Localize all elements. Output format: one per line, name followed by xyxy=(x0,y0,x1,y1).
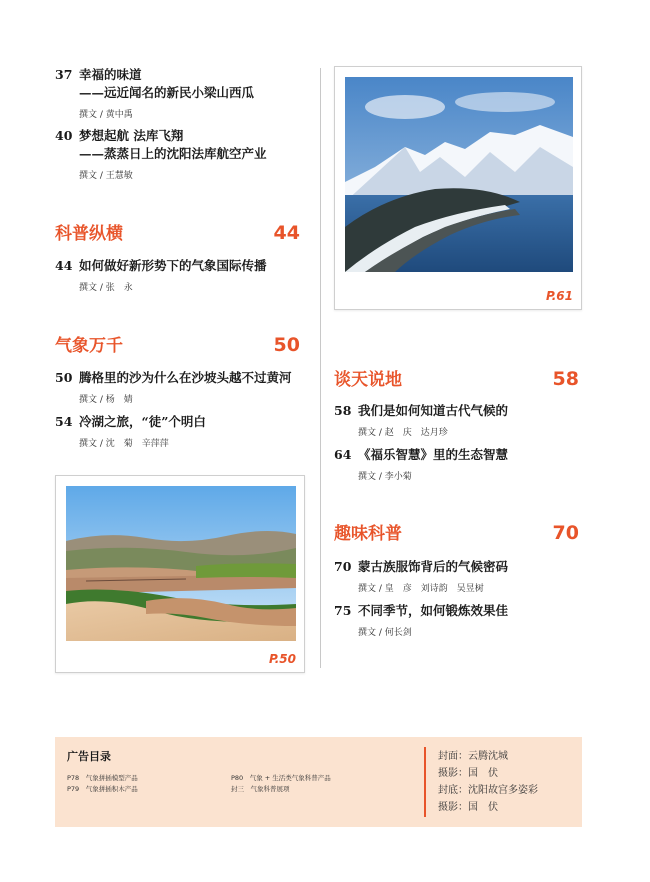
ad-index-box xyxy=(55,737,582,827)
photo-page-ref: P.50 xyxy=(269,652,296,666)
entry-title: 如何做好新形势下的气象国际传播 xyxy=(79,258,267,273)
ad-item[interactable]: 封三 气象科普展项 xyxy=(231,785,290,793)
section-page: 50 xyxy=(273,334,300,356)
entry-author: 撰文 / 沈 菊 辛萍萍 xyxy=(79,439,169,449)
toc-entry-64[interactable] xyxy=(334,446,594,482)
entry-title: 梦想起航 法库飞翔 xyxy=(79,128,184,143)
cover-credit: 封面：云腾沈城 xyxy=(438,751,508,762)
entry-page-number: 58 xyxy=(334,403,352,418)
section-page: 44 xyxy=(273,222,300,244)
ad-list-col1 xyxy=(67,773,138,795)
entry-title: 不同季节，如何锻炼效果佳 xyxy=(358,603,509,618)
toc-entry-44[interactable] xyxy=(55,257,315,293)
ad-divider xyxy=(424,747,426,817)
toc-entry-70[interactable] xyxy=(334,558,594,594)
entry-page-number: 70 xyxy=(334,559,352,574)
snow-mountain-illustration xyxy=(345,77,573,272)
entry-subtitle: ——远近闻名的新民小梁山西瓜 xyxy=(79,85,255,100)
cover-credits xyxy=(438,748,538,816)
entry-title: 蒙古族服饰背后的气候密码 xyxy=(358,559,509,574)
yellow-river-illustration xyxy=(66,486,296,641)
photo-card-snow-mountain[interactable] xyxy=(334,66,582,310)
cover-photographer: 摄影：国 伏 xyxy=(438,768,498,779)
toc-entry-50[interactable] xyxy=(55,369,315,405)
entry-author: 撰文 / 何长剑 xyxy=(358,628,412,638)
entry-title: 《福乐智慧》里的生态智慧 xyxy=(358,447,509,462)
entry-title: 冷湖之旅，“徒”个明白 xyxy=(79,414,206,429)
ad-item[interactable]: P78 气象拼插模型产品 xyxy=(67,774,138,782)
section-header-kepu[interactable] xyxy=(55,219,300,244)
section-header-qixiang[interactable] xyxy=(55,331,300,356)
entry-author: 撰文 / 皇 彦 刘诗韵 吴昱树 xyxy=(358,584,484,594)
toc-entry-54[interactable] xyxy=(55,413,315,449)
toc-entry-37[interactable] xyxy=(55,66,315,120)
entry-page-number: 37 xyxy=(55,67,73,82)
entry-author: 撰文 / 王慧敏 xyxy=(79,171,133,181)
entry-page-number: 64 xyxy=(334,447,352,462)
section-title: 科普纵横 xyxy=(55,224,123,244)
entry-title: 我们是如何知道古代气候的 xyxy=(358,403,509,418)
column-divider xyxy=(320,68,321,668)
entry-page-number: 50 xyxy=(55,370,73,385)
toc-entry-58[interactable] xyxy=(334,402,594,438)
entry-page-number: 40 xyxy=(55,128,73,143)
section-page: 70 xyxy=(552,522,579,544)
yellow-river-photo xyxy=(66,486,296,641)
entry-page-number: 75 xyxy=(334,603,352,618)
entry-author: 撰文 / 赵 庆 达月珍 xyxy=(358,428,448,438)
section-header-quwei[interactable] xyxy=(334,519,579,544)
entry-author: 撰文 / 黄中禹 xyxy=(79,110,133,120)
entry-author: 撰文 / 张 永 xyxy=(79,283,133,293)
section-title: 趣味科普 xyxy=(334,524,402,544)
toc-entry-75[interactable] xyxy=(334,602,594,638)
entry-title: 腾格里的沙为什么在沙坡头越不过黄河 xyxy=(79,370,292,385)
ad-item[interactable]: P79 气象拼插积木产品 xyxy=(67,785,138,793)
back-cover-credit: 封底：沈阳故宫多姿彩 xyxy=(438,785,538,796)
entry-subtitle: ——蒸蒸日上的沈阳法库航空产业 xyxy=(79,146,267,161)
section-header-tantian[interactable] xyxy=(334,365,579,390)
photo-card-yellow-river[interactable] xyxy=(55,475,305,673)
ad-index-title: 广告目录 xyxy=(67,750,111,763)
entry-title: 幸福的味道 xyxy=(79,67,142,82)
ad-list-col2 xyxy=(231,773,331,795)
ad-item[interactable]: P80 气象 + 生活类气象科普产品 xyxy=(231,774,331,782)
entry-page-number: 44 xyxy=(55,258,73,273)
section-title: 谈天说地 xyxy=(334,370,402,390)
photo-page-ref: P.61 xyxy=(546,289,573,303)
section-page: 58 xyxy=(552,368,579,390)
toc-entry-40[interactable] xyxy=(55,127,315,181)
entry-author: 撰文 / 李小菊 xyxy=(358,472,412,482)
back-cover-photographer: 摄影：国 伏 xyxy=(438,802,498,813)
snow-mountain-photo xyxy=(345,77,573,272)
section-title: 气象万千 xyxy=(55,336,123,356)
entry-page-number: 54 xyxy=(55,414,73,429)
entry-author: 撰文 / 杨 婧 xyxy=(79,395,133,405)
